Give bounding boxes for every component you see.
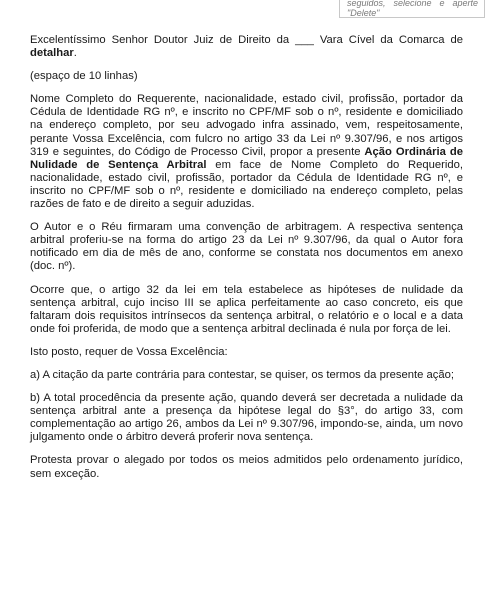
court-address <box>30 34 463 60</box>
law-paragraph: Ocorre que, o artigo 32 da lei em tela estabelece as hipóteses de nulidade da sentença arbitral, cujo inciso III se aplica perfeitamente ao caso concreto, eis que faltaram dois requisitos intrínsecos da sentença arbitral, o relatório e o local e a data onde foi proferida, de modo que a sentença arbitral declinada é nula por força de lei. <box>30 283 463 335</box>
qualification-text-2: em face de Nome Completo do Requerido, nacionalidade, estado civil, profissão, portador da Cédula de Identidade RG nº, e inscrito no CPF/MF sob o nº, residente e domiciliado na endereço completo, pelas razões de fato e de direito a seguir aduzidas. <box>30 158 464 211</box>
request-intro: Isto posto, requer de Vossa Excelência: <box>30 345 228 358</box>
court-address-end: . <box>73 47 77 60</box>
court-address-placeholder: detalhar <box>30 47 74 60</box>
instruction-note-line-1: seguidos, selecione e aperte <box>347 0 478 8</box>
facts-paragraph: O Autor e o Réu firmaram uma convenção de arbitragem. A respectiva sentença arbitral proferiu-se na forma do artigo 23 da Lei nº 9.307/96, da qual o Autor fora notificado em dia de mês de ano, conforme se constata nos documentos em anexo (doc. nº). <box>30 221 463 273</box>
qualification-paragraph <box>30 93 463 211</box>
instruction-note-line-2: "Delete" <box>347 8 380 18</box>
request-item-b: b) A total procedência da presente ação, quando deverá ser decretada a nulidade da sentença arbitral ante a presença da hipótese legal do §3°, do artigo 33, com complementação ao artigo 26, ambos da Lei nº 9.307/96, impondo-se, ainda, um novo julgamento onde o árbitro deverá proferir nova sentença. <box>30 392 463 444</box>
instruction-note <box>339 0 485 18</box>
action-title: Ação Ordinária de Nulidade de Sentença Arbitral <box>30 145 464 171</box>
closing-paragraph: Protesta provar o alegado por todos os meios admitidos pelo ordenamento jurídico, sem exceção. <box>30 454 463 480</box>
spacing-note: (espaço de 10 linhas) <box>30 70 138 83</box>
request-item-a: a) A citação da parte contrária para contestar, se quiser, os termos da presente ação; <box>30 368 454 381</box>
petition-document <box>30 34 463 491</box>
qualification-text-1: Nome Completo do Requerente, nacionalidade, estado civil, profissão, portador da Cédula de Identidade RG nº, e inscrito no CPF/MF sob o nº, residente e domiciliado na endereço completo, por seu advogado infra assinado, vem, respeitosamente, perante Vossa Excelência, com fulcro no artigo 33 da Lei nº 9.307/96, e nos artigos 319 e seguintes, do Código de Processo Civil, propor a presente <box>30 93 463 158</box>
court-address-text: Excelentíssimo Senhor Doutor Juiz de Direito da ___ Vara Cível da Comarca de <box>30 34 463 46</box>
